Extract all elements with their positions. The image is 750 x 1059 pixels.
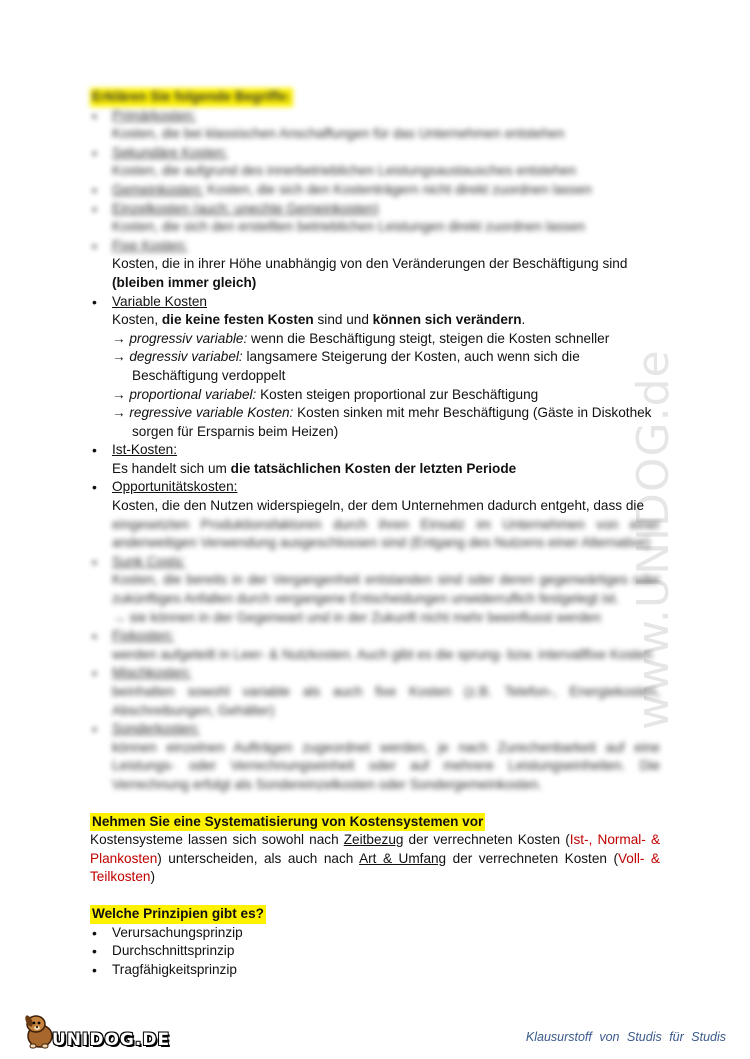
term-text: Kosten, die sich den erstellten betrieblichen Leistungen direkt zuordnen lassen: [112, 219, 586, 235]
kostensysteme-paragraph: [90, 831, 660, 887]
list-item: [90, 144, 660, 181]
term-text: werden aufgeteilt in Leer- & Nutzkosten. Auch gibt es die sprung- bzw. intervallfixe Kosten: [112, 646, 653, 662]
dog-icon: [22, 1012, 56, 1050]
term-title: Mischkosten:: [112, 665, 192, 681]
term-text: eingesetzten Produktionsfaktoren durch ihren Einsatz im Unternehmen von einer anderweitigen Verwendung ausgeschlossen sind (Entgang des Nutzens einer Alternative): [112, 516, 660, 551]
sub-item-text: wenn die Beschäftigung steigt, steigen die Kosten schneller: [247, 330, 610, 346]
section-heading-prinzipien: Welche Prinzipien gibt es?: [90, 905, 266, 924]
term-text: → sie können in der Gegenwart und in der Zukunft nicht mehr beeinflusst werden: [112, 609, 601, 625]
sub-item-text: sorgen für Ersparnis beim Heizen): [132, 423, 339, 439]
term-text: Kosten, die aufgrund des innerbetrieblichen Leistungsaustausches entstehen: [112, 163, 577, 179]
footer-text: Klausurstoff von Studis für Studis: [525, 1030, 726, 1044]
unidog-logo: [22, 1010, 170, 1050]
blurred-block-top: [90, 88, 660, 255]
paragraph-text: der verrechneten Kosten (: [403, 832, 570, 848]
term-title: Gemeinkosten:: [112, 181, 204, 197]
arrow-icon: →: [112, 349, 126, 365]
sub-item-progressiv: [112, 330, 660, 349]
sub-item-label: regressive variable Kosten:: [129, 405, 294, 421]
term-text-bold: die tatsächlichen Kosten der letzten Periode: [230, 460, 517, 476]
paragraph-text: ): [150, 869, 155, 885]
fix-text-block: [90, 255, 660, 292]
sub-item-proportional: [112, 386, 660, 405]
list-item: [90, 237, 660, 256]
paragraph-text: ) unterscheiden, als auch nach: [157, 850, 360, 866]
term-title: Variable Kosten: [112, 293, 207, 309]
paragraph-text: der verrechneten Kosten (: [446, 850, 618, 866]
list-item: [90, 107, 660, 144]
term-text: .: [521, 312, 526, 328]
paragraph-text-underlined: Zeitbezug: [343, 832, 404, 848]
term-text: Es handelt sich um: [112, 460, 231, 476]
list-item: • Durchschnittsprinzip: [90, 942, 660, 961]
term-title: Opportunitätskosten:: [112, 479, 238, 495]
term-text-bold: können sich verändern: [372, 312, 522, 328]
list-item: [90, 553, 660, 627]
arrow-icon: →: [112, 330, 126, 346]
term-text: Kosten, die sich den Kostenträgern nicht direkt zuordnen lassen: [207, 181, 592, 197]
term-text: beinhalten sowohl variable als auch fixe Kosten (z.B. Telefon-, Energiekosten, Abschreibungen, Gehälter): [112, 684, 660, 718]
term-text: können einzelnen Aufträgen zugeordnet werden, je nach Zurechenbarkeit auf eine Leistungs- oder Verrechnungseinheit oder auf mehrere Leistungseinheiten. Die Verrechnung erfolgt als Sondereinzelkosten oder Sondergemeinkosten.: [112, 739, 660, 792]
watermark: www.UNIDOG.de: [628, 349, 679, 730]
term-title: Sonderkosten:: [112, 721, 200, 737]
list-item: [90, 627, 660, 664]
sub-item-label: progressiv variable:: [129, 330, 248, 346]
term-text: Kosten, die bereits in der Vergangenheit entstanden sind oder deren gegenwärtiges oder zukünftiges Anfallen durch vergangene Entscheidungen unwiderruflich festgelegt ist.: [112, 572, 660, 607]
list-item-variable-kosten: [90, 293, 660, 442]
term-text: sind und: [313, 312, 373, 328]
term-title: Primärkosten:: [112, 107, 196, 123]
sub-item-text: langsamere Steigerung der Kosten, auch wenn sich die: [242, 349, 580, 365]
paragraph-text-red: Voll- & Teilkosten: [90, 850, 660, 885]
term-title: Sekundäre Kosten:: [112, 144, 228, 160]
term-text: Kosten,: [112, 312, 162, 328]
sub-item-text: Kosten steigen proportional zur Beschäftigung: [256, 386, 539, 402]
blurred-block-bottom: [90, 516, 660, 795]
term-title: Sunk Costs:: [112, 553, 186, 569]
section-heading-begriffe: Erklären Sie folgende Begriffe:: [90, 88, 293, 107]
term-text: Kosten, die bei klassischen Anschaffungen für das Unternehmen entstehen: [112, 126, 565, 142]
sub-item-regressiv: [112, 404, 660, 441]
term-title: Fixkosten:: [112, 628, 174, 644]
paragraph-text-underlined: Art & Umfang: [359, 850, 447, 866]
sub-item-label: proportional variabel:: [129, 386, 257, 402]
term-title: Ist-Kosten:: [112, 442, 177, 458]
arrow-icon: →: [112, 386, 126, 402]
term-text-bold: (bleiben immer gleich): [112, 274, 257, 290]
sub-item-text: Beschäftigung verdoppelt: [132, 367, 286, 383]
list-item-ist-kosten: [90, 441, 660, 478]
logo-text: UNIDOG.DE: [52, 1030, 171, 1050]
list-item: [90, 720, 660, 794]
list-item: [90, 181, 660, 200]
sub-item-text: Kosten sinken mit mehr Beschäftigung (Gäste in Diskothek: [293, 405, 652, 421]
list-item-opportunitaetskosten: [90, 478, 660, 515]
term-title: Fixe Kosten:: [112, 237, 188, 253]
sub-item-label: degressiv variabel:: [129, 349, 243, 365]
term-text: Kosten, die in ihrer Höhe unabhängig von den Veränderungen der Beschäftigung sind: [112, 256, 628, 272]
list-item: [90, 664, 660, 720]
paragraph-text-red: Ist-, Normal- & Plankosten: [90, 832, 661, 866]
paragraph-text: Kostensysteme lassen sich sowohl nach: [90, 832, 344, 848]
list-item: • Tragfähigkeitsprinzip: [90, 961, 660, 980]
section-heading-kostensysteme: Nehmen Sie eine Systematisierung von Kostensystemen vor: [90, 813, 485, 832]
arrow-icon: →: [112, 405, 126, 421]
list-item: • Verursachungsprinzip: [90, 924, 660, 943]
term-text-bold: die keine festen Kosten: [161, 312, 314, 328]
term-text: Kosten, die den Nutzen widerspiegeln, der dem Unternehmen dadurch entgeht, dass die: [112, 498, 645, 514]
sub-item-degressiv: [112, 348, 660, 385]
term-title: Einzelkosten (auch: unechte Gemeinkosten): [112, 200, 379, 216]
document-body: [90, 88, 660, 979]
list-item: [90, 200, 660, 237]
